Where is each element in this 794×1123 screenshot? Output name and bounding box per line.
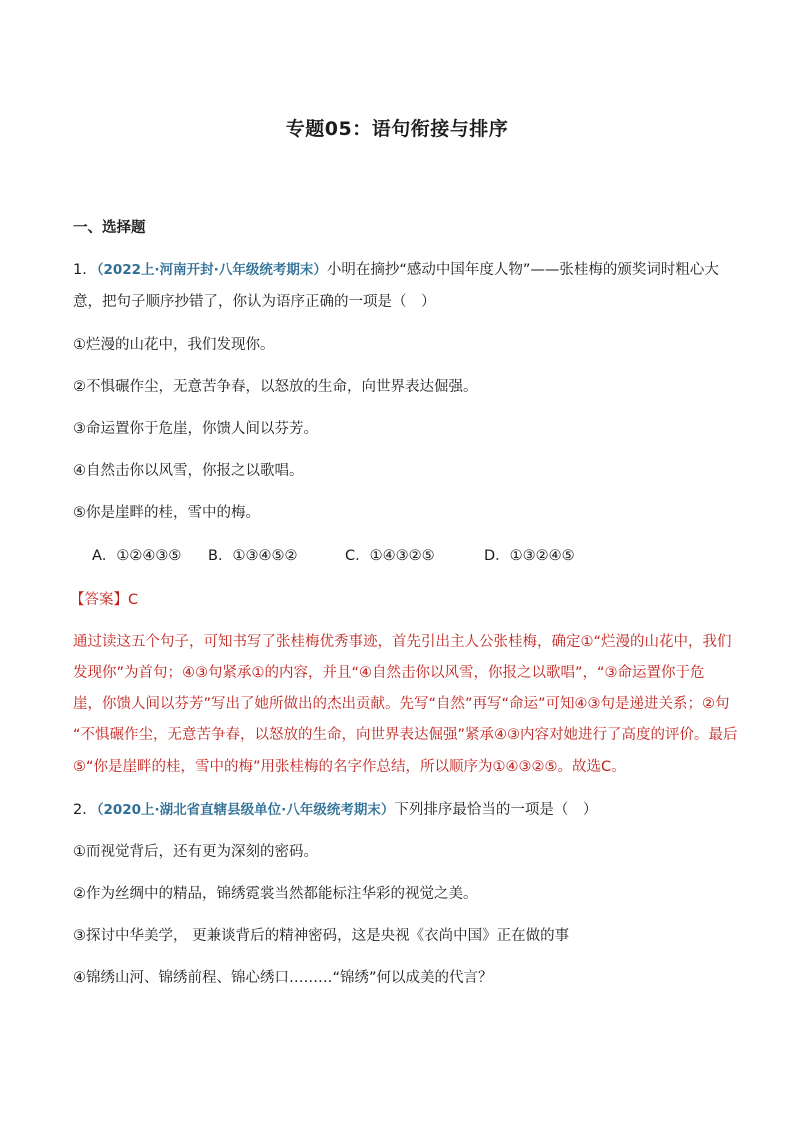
question-number: 2．: [73, 802, 97, 818]
page-title: 专题05：语句衔接与排序: [285, 118, 509, 140]
option-b: B．①③④⑤②: [208, 548, 298, 564]
question-number: 1．: [73, 262, 97, 278]
question-source: （2022上·河南开封·八年级统考期末）: [96, 262, 327, 278]
section-heading: 一、选择题: [73, 220, 146, 236]
answer-options: [92, 546, 575, 566]
analysis-line: 崖，你馈人间以芬芳”写出了她所做出的杰出贡献。先写“自然”再写“命运”可知④③句是递进关系；②句: [73, 696, 730, 712]
question-1-stem-cont: 意，把句子顺序抄错了，你认为语序正确的一项是（ ）: [73, 294, 436, 310]
question-text: 小明在摘抄“感动中国年度人物”——张桂梅的颁奖词时粗心大: [326, 262, 719, 278]
answer-label: 【答案】: [70, 592, 128, 608]
list-item: ③命运置你于危崖，你馈人间以芬芳。: [73, 421, 318, 437]
question-text: 下列排序最恰当的一项是（ ）: [394, 802, 598, 818]
option-c: C．①④③②⑤: [345, 548, 435, 564]
list-item: ②不惧碾作尘，无意苦争春，以怒放的生命，向世界表达倔强。: [73, 379, 478, 395]
list-item: ④锦绣山河、锦绣前程、锦心绣口………“锦绣”何以成美的代言？: [73, 970, 493, 986]
list-item: ③探讨中华美学， 更兼谈背后的精神密码，这是央视《衣尚中国》正在做的事: [73, 928, 570, 944]
analysis-line: 发现你”为首句；④③句紧承①的内容，并且“④自然击你以风雪，你报之以歌唱”，“③命运置你于危: [73, 665, 705, 681]
question-2-stem: [73, 800, 597, 820]
answer-line: [70, 590, 138, 610]
list-item: ①而视觉背后，还有更为深刻的密码。: [73, 844, 318, 860]
option-a: A．①②④③⑤: [92, 548, 182, 564]
list-item: ④自然击你以风雪，你报之以歌唱。: [73, 463, 304, 479]
analysis-line: ⑤“你是崖畔的桂，雪中的梅”用张桂梅的名字作总结，所以顺序为①④③②⑤。故选C。: [73, 759, 626, 775]
analysis-line: 通过读这五个句子，可知书写了张桂梅优秀事迹，首先引出主人公张桂梅，确定①“烂漫的山花中，我们: [73, 634, 732, 650]
question-source: （2020上·湖北省直辖县级单位·八年级统考期末）: [96, 802, 395, 818]
answer-value: C: [128, 592, 139, 608]
list-item: ①烂漫的山花中，我们发现你。: [73, 337, 275, 353]
option-d: D．①③②④⑤: [484, 548, 575, 564]
analysis-line: “不惧碾作尘，无意苦争春，以怒放的生命，向世界表达倔强”紧承④③内容对她进行了高度的评价。最后: [73, 727, 738, 743]
list-item: ②作为丝绸中的精品，锦绣霓裳当然都能标注华彩的视觉之美。: [73, 886, 478, 902]
question-1-stem: [73, 260, 719, 280]
list-item: ⑤你是崖畔的桂，雪中的梅。: [73, 505, 260, 521]
